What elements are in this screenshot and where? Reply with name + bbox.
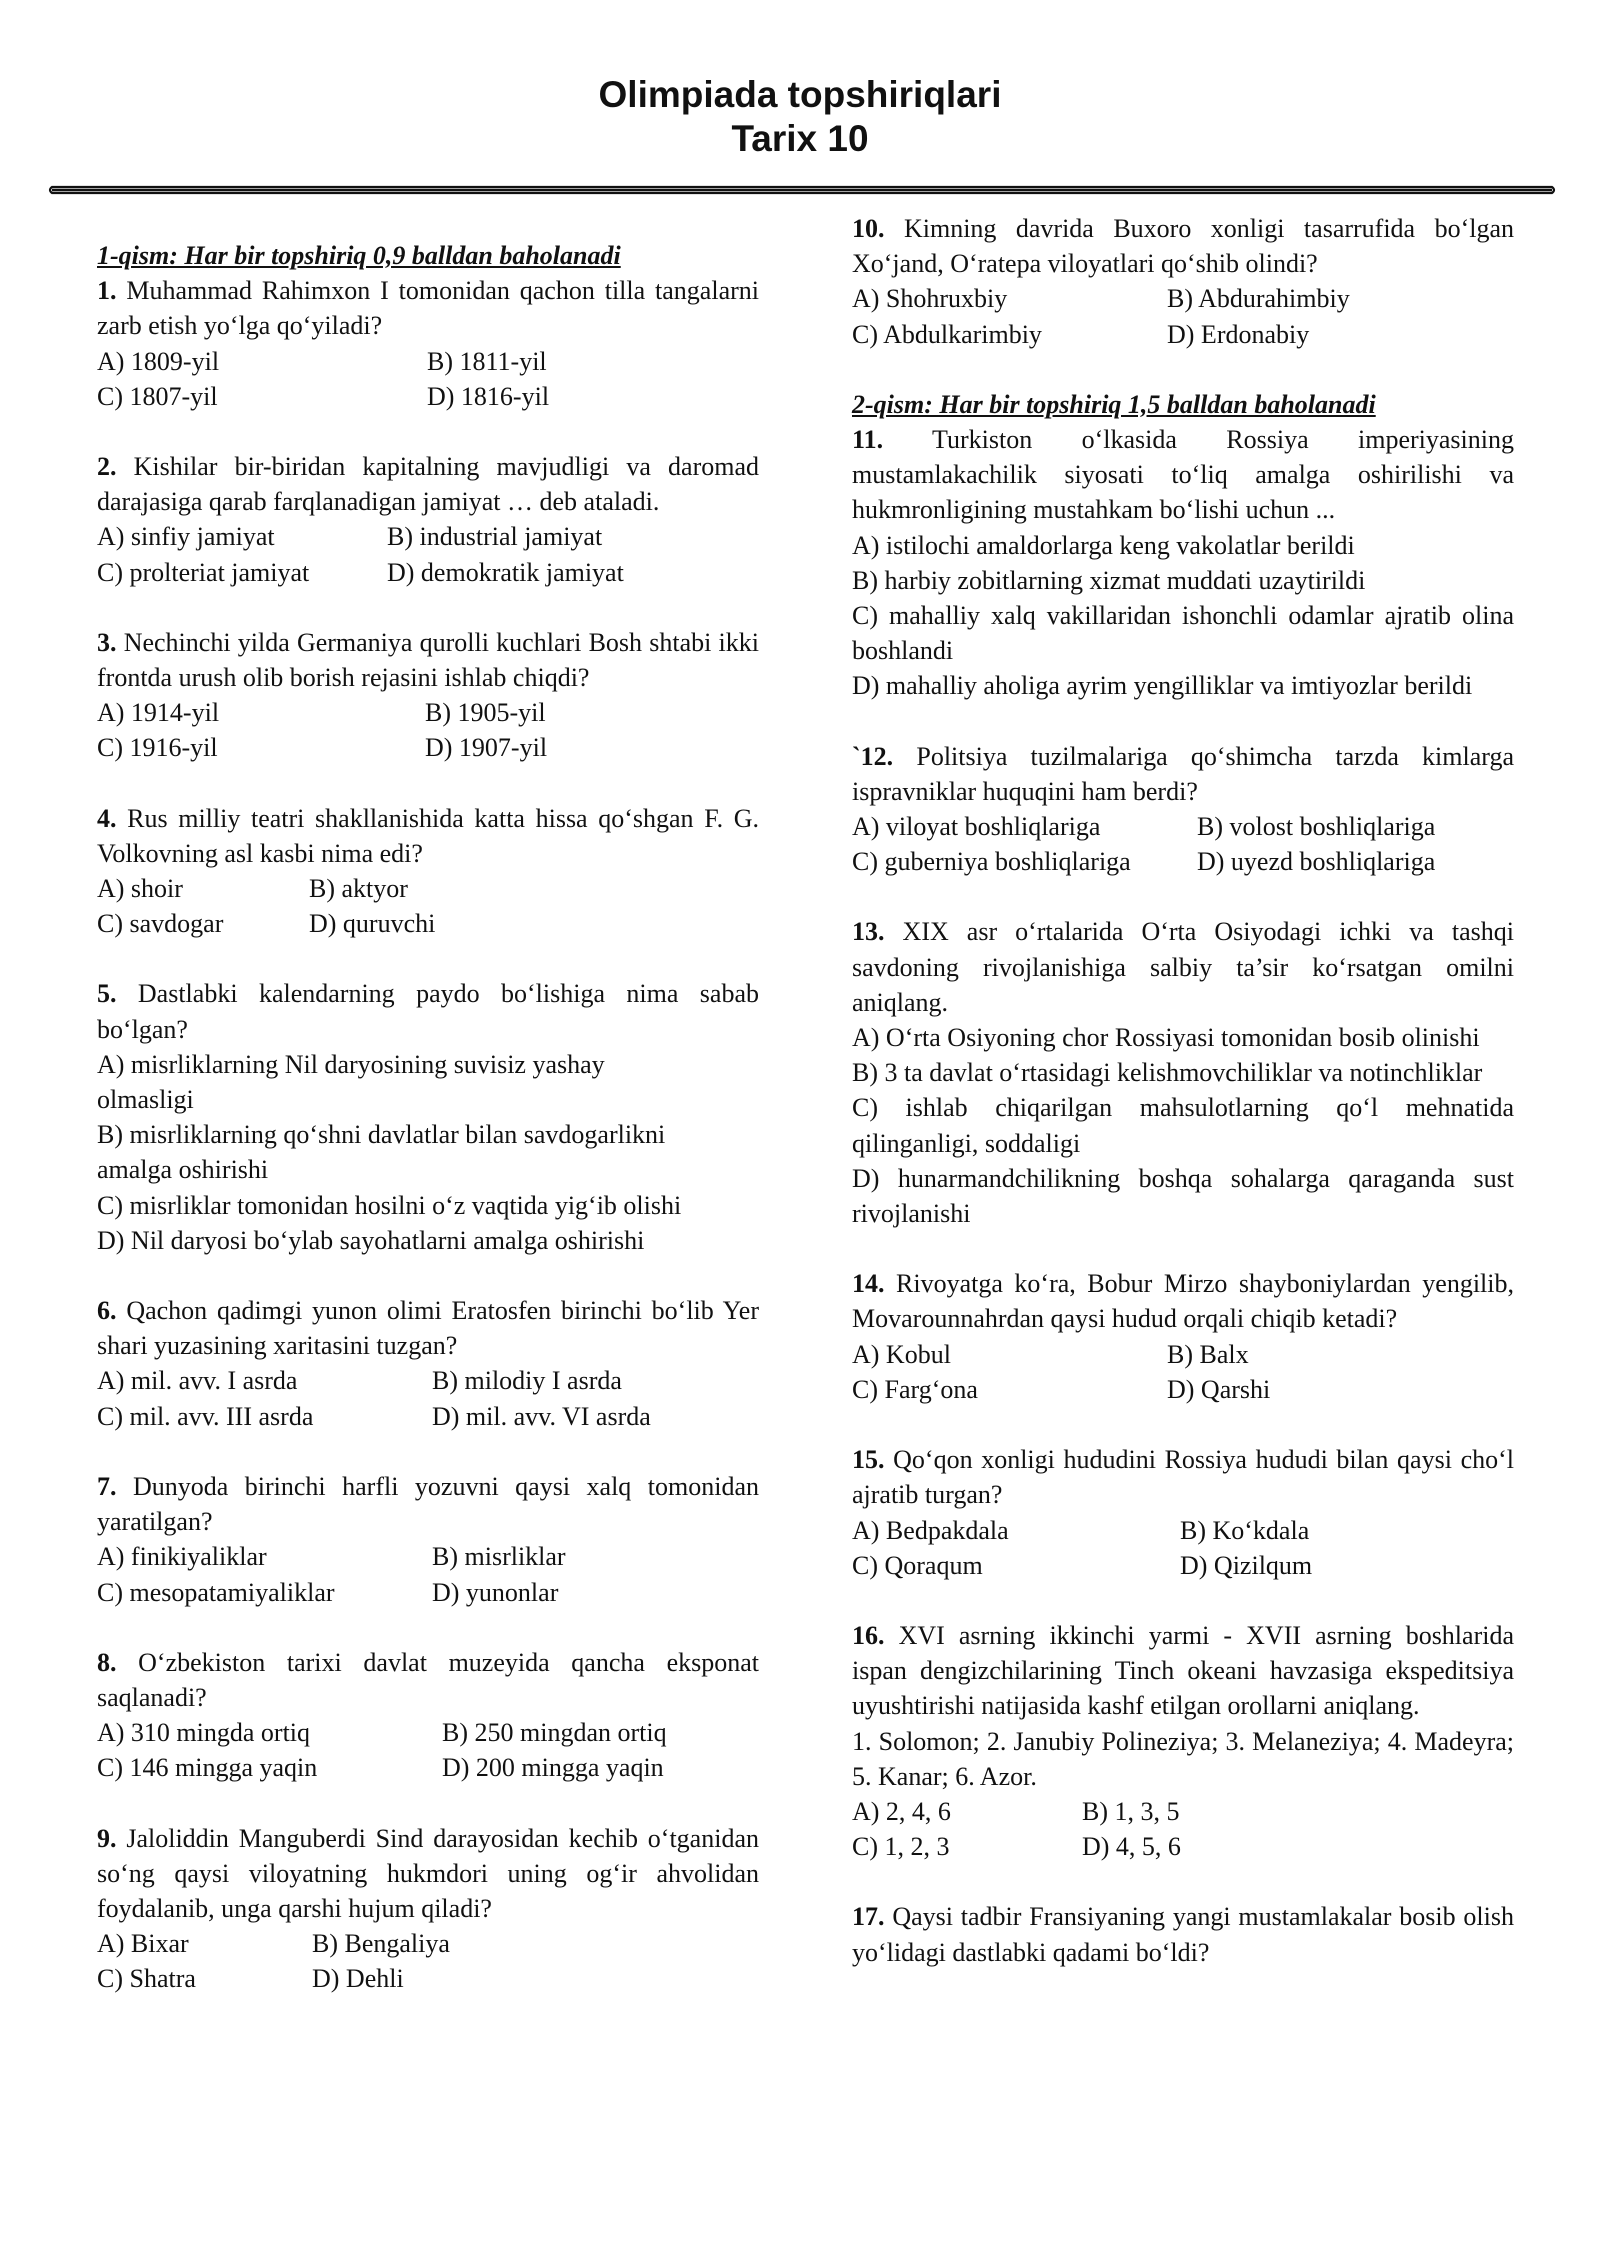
question-body: Qaysi tadbir Fransiyaning yangi mustamlakalar bosib olish yo‘lidagi dastlabki qadami bo‘ldi? (852, 1902, 1514, 1967)
page-title: Olimpiada topshiriqlari (598, 74, 1002, 115)
question-5 (97, 976, 759, 1258)
question-body: XVI asrning ikkinchi yarmi - XVII asrning boshlarida ispan dengizchilarining Tinch okeani havzasiga ekspeditsiya uyushtirishi natijasida kashf etilgan orollarni aniqlang. (852, 1620, 1514, 1721)
option-c[interactable]: C) 1807-yil (97, 381, 218, 411)
option-d[interactable]: D) Erdonabiy (1167, 319, 1310, 349)
question-text (97, 976, 759, 1046)
option-b[interactable]: B) Balx (1167, 1339, 1249, 1369)
page-subtitle: Tarix 10 (731, 118, 869, 159)
answer-options (852, 281, 1514, 351)
question-body: Turkiston o‘lkasida Rossiya imperiyasining mustamlakachilik siyosati to‘liq amalga oshirilishi va hukmronligining mustahkam bo‘lishi uchun ... (852, 425, 1514, 525)
question-text (97, 1469, 759, 1539)
question-number: 8. (97, 1647, 117, 1677)
option-b[interactable]: B) misrliklarning qo‘shni davlatlar bilan savdogarlikni amalga oshirishi (97, 1120, 666, 1185)
question-body: Kimning davrida Buxoro xonligi tasarrufida bo‘lgan Xo‘jand, O‘ratepa viloyatlari qo‘shib olindi? (852, 214, 1514, 279)
option-a[interactable]: A) Kobul (852, 1339, 951, 1369)
option-c[interactable]: C) ishlab chiqarilgan mahsulotlarning qo‘l mehnatida qilinganligi, soddaligi (852, 1093, 1514, 1158)
question-number: 9. (97, 1823, 117, 1853)
question-number: 5. (97, 979, 117, 1009)
question-body: Jaloliddin Manguberdi Sind darayosidan kechib o‘tganidan so‘ng qaysi viloyatning hukmdori uning og‘ir ahvolidan foydalanib, unga qarshi hujum qiladi? (97, 1823, 759, 1923)
question-number: 7. (97, 1471, 117, 1501)
question-15 (852, 1442, 1514, 1583)
option-c[interactable]: C) mesopatamiyaliklar (97, 1577, 335, 1607)
question-16 (852, 1618, 1514, 1864)
option-a[interactable]: A) 1809-yil (97, 346, 220, 376)
option-c[interactable]: C) 1916-yil (97, 733, 218, 763)
option-c[interactable]: C) guberniya boshliqlariga (852, 847, 1131, 877)
option-d[interactable]: D) 4, 5, 6 (1082, 1832, 1181, 1862)
question-text (97, 1293, 759, 1363)
question-text (97, 273, 759, 343)
option-a[interactable]: A) misrliklarning Nil daryosining suvisiz yashay olmasligi (97, 1049, 605, 1115)
question-number: `12. (852, 741, 894, 771)
question-body: Politsiya tuzilmalariga qo‘shimcha tarzda kimlarga ispravniklar huquqini ham berdi? (852, 741, 1514, 806)
question-body: O‘zbekiston tarixi davlat muzeyida qancha eksponat saqlanadi? (97, 1647, 759, 1712)
question-text (852, 1442, 1514, 1512)
question-13 (852, 914, 1514, 1231)
question-number: 1. (97, 276, 117, 306)
question-2 (97, 449, 759, 590)
right-column (852, 211, 1514, 2005)
question-text (97, 449, 759, 519)
option-b[interactable]: B) volost boshliqlariga (1197, 812, 1436, 842)
option-a[interactable]: A) Bedpakdala (852, 1515, 1009, 1545)
left-column (97, 238, 759, 2032)
question-text (852, 1618, 1514, 1724)
option-b[interactable]: B) 1905-yil (425, 698, 546, 728)
option-b[interactable]: B) harbiy zobitlarning xizmat muddati uzaytirildi (852, 565, 1366, 595)
option-d[interactable]: D) mil. avv. VI asrda (432, 1401, 651, 1431)
question-text (97, 1821, 759, 1927)
option-a[interactable]: A) Shohruxbiy (852, 284, 1008, 314)
answer-options (97, 1363, 759, 1433)
option-d[interactable]: D) hunarmandchilikning boshqa sohalarga qaraganda sust rivojlanishi (852, 1163, 1514, 1229)
question-number: 15. (852, 1445, 885, 1475)
question-number: 4. (97, 803, 117, 833)
option-a[interactable]: A) Bixar (97, 1929, 189, 1959)
option-c[interactable]: C) mahalliy xalq vakillaridan ishonchli odamlar ajratib olina boshlandi (852, 601, 1514, 666)
question-7 (97, 1469, 759, 1610)
question-text (97, 801, 759, 871)
option-c[interactable]: C) Farg‘ona (852, 1374, 978, 1404)
option-d[interactable]: D) Dehli (312, 1964, 404, 1994)
question-body: XIX asr o‘rtalarida O‘rta Osiyodagi ichki va tashqi savdoning rivojlanishiga salbiy ta’sir ko‘rsatgan omilni aniqlang. (852, 917, 1514, 1017)
option-b[interactable]: B) misrliklar (432, 1542, 566, 1572)
question-1 (97, 273, 759, 414)
option-c[interactable]: C) Qoraqum (852, 1550, 983, 1580)
option-d[interactable]: D) uyezd boshliqlariga (1197, 847, 1436, 877)
option-d[interactable]: D) quruvchi (309, 909, 436, 939)
island-list: 1. Solomon; 2. Janubiy Polineziya; 3. Melaneziya; 4. Madeyra; 5. Kanar; 6. Azor. (852, 1726, 1514, 1791)
answer-options (852, 1513, 1514, 1583)
question-number: 2. (97, 452, 117, 482)
question-body: Kishilar bir-biridan kapitalning mavjudligi va daromad darajasiga qarab farqlanadigan jamiyat … deb ataladi. (97, 452, 759, 517)
option-c[interactable]: C) Shatra (97, 1964, 196, 1994)
option-c[interactable]: C) 146 mingga yaqin (97, 1753, 318, 1783)
question-text (852, 1899, 1514, 1969)
option-c[interactable]: C) savdogar (97, 909, 224, 939)
option-d[interactable]: D) Nil daryosi bo‘ylab sayohatlarni amalga oshirishi (97, 1225, 645, 1255)
question-body: Qo‘qon xonligi hududini Rossiya hududi bilan qaysi cho‘l ajratib turgan? (852, 1445, 1514, 1510)
option-d[interactable]: D) 1816-yil (427, 381, 550, 411)
question-11 (852, 422, 1514, 704)
option-d[interactable]: D) Qarshi (1167, 1374, 1271, 1404)
section-heading-part1: 1-qism: Har bir topshiriq 0,9 balldan baholanadi (97, 241, 621, 270)
answer-options (852, 1794, 1514, 1864)
question-number: 10. (852, 214, 885, 243)
option-d[interactable]: D) mahalliy aholiga ayrim yengilliklar va imtiyozlar berildi (852, 671, 1473, 701)
option-c[interactable]: C) 1, 2, 3 (852, 1832, 950, 1862)
question-10 (852, 211, 1514, 352)
question-text (852, 914, 1514, 1020)
option-b[interactable]: B) milodiy I asrda (432, 1366, 622, 1396)
question-12 (852, 739, 1514, 880)
option-d[interactable]: D) yunonlar (432, 1577, 559, 1607)
option-c[interactable]: C) misrliklar tomonidan hosilni o‘z vaqtida yig‘ib olishi (97, 1190, 682, 1220)
answer-options (97, 1539, 759, 1609)
question-body: Dunyoda birinchi harfli yozuvni qaysi xalq tomonidan yaratilgan? (97, 1471, 759, 1537)
option-c[interactable]: C) Abdulkarimbiy (852, 319, 1042, 349)
option-d[interactable]: D) 200 mingga yaqin (442, 1753, 664, 1783)
question-number: 3. (97, 627, 117, 657)
option-a[interactable]: A) O‘rta Osiyoning chor Rossiyasi tomonidan bosib olinishi (852, 1023, 1480, 1053)
question-number: 14. (852, 1269, 885, 1299)
question-17 (852, 1899, 1514, 1969)
question-3 (97, 625, 759, 766)
option-b[interactable]: B) Bengaliya (312, 1929, 450, 1959)
option-a[interactable]: A) mil. avv. I asrda (97, 1366, 298, 1396)
question-body: Rus milliy teatri shakllanishida katta hissa qo‘shgan F. G. Volkovning asl kasbi nima edi? (97, 803, 759, 868)
answer-options (97, 344, 759, 414)
question-text (852, 739, 1514, 809)
answer-options (97, 871, 759, 941)
option-d[interactable]: D) demokratik jamiyat (387, 557, 624, 587)
option-b[interactable]: B) 3 ta davlat o‘rtasidagi kelishmovchiliklar va notinchliklar (852, 1058, 1483, 1088)
option-b[interactable]: B) aktyor (309, 874, 408, 904)
option-b[interactable]: B) Ko‘kdala (1180, 1515, 1310, 1545)
option-a[interactable]: A) sinfiy jamiyat (97, 522, 275, 552)
option-a[interactable]: A) finikiyaliklar (97, 1542, 267, 1572)
question-number: 16. (852, 1620, 885, 1650)
option-d[interactable]: D) 1907-yil (425, 733, 548, 763)
answer-options (97, 519, 759, 589)
option-b[interactable]: B) 1, 3, 5 (1082, 1796, 1180, 1826)
question-text (852, 422, 1514, 528)
question-text (97, 625, 759, 695)
option-b[interactable]: B) 1811-yil (427, 346, 547, 376)
option-a[interactable]: A) 2, 4, 6 (852, 1796, 951, 1826)
question-6 (97, 1293, 759, 1434)
question-text (852, 1266, 1514, 1336)
question-14 (852, 1266, 1514, 1407)
header-divider (46, 182, 1558, 198)
answer-options (97, 1715, 759, 1785)
option-d[interactable]: D) Qizilqum (1180, 1550, 1313, 1580)
answer-options (97, 1926, 759, 1996)
question-text (97, 1645, 759, 1715)
option-c[interactable]: C) prolteriat jamiyat (97, 557, 310, 587)
question-body: Qachon qadimgi yunon olimi Eratosfen birinchi bo‘lib Yer shari yuzasining xaritasini tuzgan? (97, 1296, 759, 1361)
question-number: 17. (852, 1902, 885, 1932)
option-b[interactable]: B) industrial jamiyat (387, 522, 603, 552)
question-body: Dastlabki kalendarning paydo bo‘lishiga nima sabab bo‘lgan? (97, 979, 759, 1044)
question-body: Nechinchi yilda Germaniya qurolli kuchlari Bosh shtabi ikki frontda urush olib borish rejasini ishlab chiqdi? (97, 627, 759, 693)
option-a[interactable]: A) istilochi amaldorlarga keng vakolatlar berildi (852, 530, 1355, 560)
answer-options (852, 1337, 1514, 1407)
option-a[interactable]: A) 310 mingda ortiq (97, 1718, 311, 1748)
option-a[interactable]: A) viloyat boshliqlariga (852, 812, 1101, 842)
answer-options (852, 809, 1514, 879)
option-b[interactable]: B) Abdurahimbiy (1167, 284, 1350, 314)
option-a[interactable]: A) 1914-yil (97, 698, 220, 728)
option-a[interactable]: A) shoir (97, 874, 183, 904)
question-body: Rivoyatga ko‘ra, Bobur Mirzo shayboniylardan yengilib, Movarounnahrdan qaysi hudud orqali chiqib ketadi? (852, 1269, 1514, 1334)
answer-options (97, 695, 759, 765)
section-heading-part2: 2-qism: Har bir topshiriq 1,5 balldan baholanadi (852, 389, 1376, 419)
question-number: 6. (97, 1296, 117, 1326)
question-9 (97, 1821, 759, 1997)
question-text (852, 211, 1514, 281)
question-4 (97, 801, 759, 942)
option-b[interactable]: B) 250 mingdan ortiq (442, 1718, 667, 1748)
option-c[interactable]: C) mil. avv. III asrda (97, 1401, 314, 1431)
question-body: Muhammad Rahimxon I tomonidan qachon tilla tangalarni zarb etish yo‘lga qo‘yiladi? (97, 276, 759, 341)
question-number: 11. (852, 425, 884, 455)
question-8 (97, 1645, 759, 1786)
question-number: 13. (852, 917, 885, 947)
